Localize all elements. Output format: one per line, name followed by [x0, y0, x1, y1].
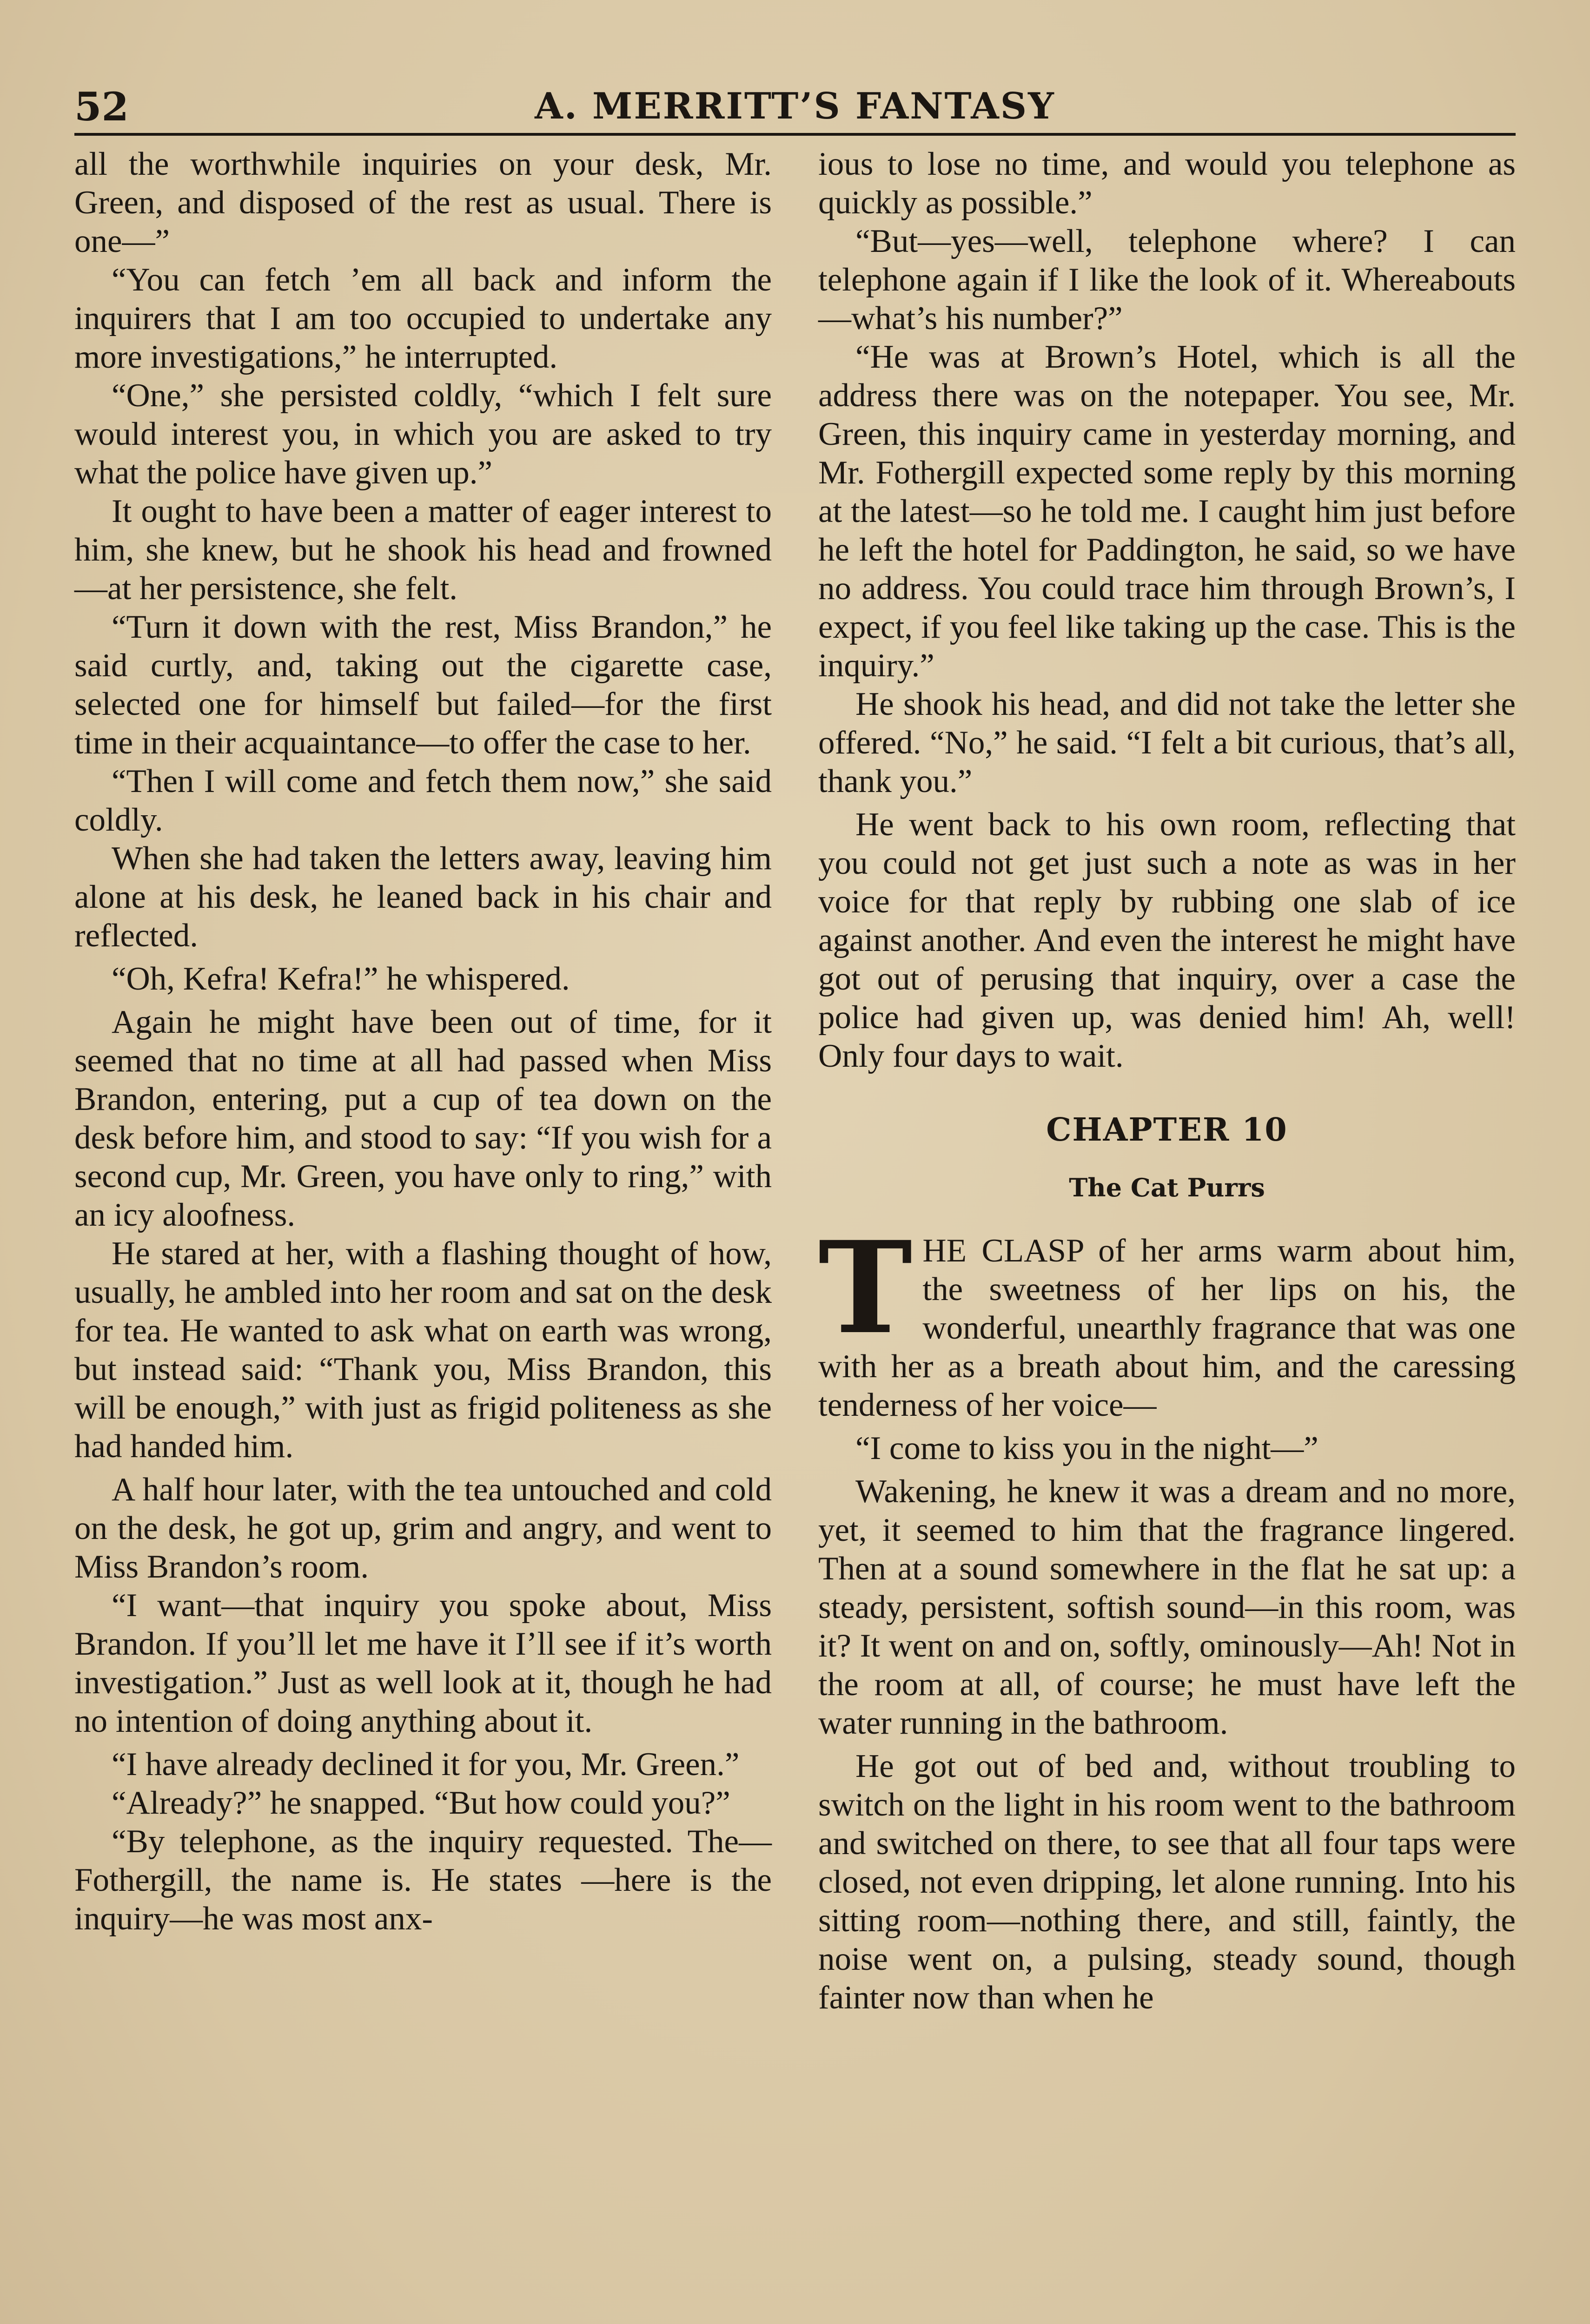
running-title: A. MERRITT’S FANTASY: [535, 85, 1055, 127]
page-number: 52: [74, 84, 129, 130]
paragraph: He shook his head, and did not take the letter she offered. “No,” he said. “I felt a bit curious, that’s all, thank you.”: [818, 686, 1516, 799]
left-column: [74, 145, 772, 2017]
chapter-opening-paragraph: [818, 1214, 1516, 1425]
paragraph: “I have already declined it for you, Mr. Green.”: [112, 1746, 740, 1783]
paragraph: “But—yes—well, telephone where? I can telephone again if I like the look of it. Whereabouts—what’s his number?”: [818, 223, 1516, 337]
paragraph: “Then I will come and fetch them now,” she said coldly.: [74, 763, 772, 838]
text-columns: [74, 145, 1516, 2017]
paragraph: He went back to his own room, reflecting that you could not get just such a note as was in her voice for that reply by rubbing one slab of ice against another. And even the interest he might have got out of perusing that inquiry, over a case the police had given up, was denied him! Ah, well! Only four days to wait.: [818, 806, 1516, 1074]
header-rule: [74, 133, 1516, 136]
opening-text: HE CLASP of her arms warm about him, the sweetness of her lips on his, the wonderful, unearthly fragrance that was one with her as a breath about him, and the caressing tenderness of her voice—: [818, 1233, 1516, 1423]
paragraph: “He was at Brown’s Hotel, which is all the address there was on the notepaper. You see, Mr. Green, this inquiry came in yesterday morning, and Mr. Fothergill expected some reply by this morning at the latest—so he told me. I caught him just before he left the hotel for Paddington, he said, so we have no address. You could trace him through Brown’s, I expect, if you feel like taking up the case. This is the inquiry.”: [818, 339, 1516, 684]
paragraph: “I come to kiss you in the night—”: [855, 1430, 1318, 1466]
right-column: [818, 145, 1516, 2017]
paragraph: Again he might have been out of time, for it seemed that no time at all had passed when Miss Brandon, entering, put a cup of tea down on the desk before him, and stood to say: “If you wish for a second cup, Mr. Green, you have only to ring,” with an icy aloofness.: [74, 1004, 772, 1233]
paragraph: “By telephone, as the inquiry requested. The—Fothergill, the name is. He states —here is the inquiry—he was most anx-: [74, 1823, 772, 1937]
paragraph: “Turn it down with the rest, Miss Brandon,” he said curtly, and, taking out the cigarette case, selected one for himself but failed—for the first time in their acquaintance—to offer the case to her.: [74, 609, 772, 761]
page-header: [74, 79, 1516, 135]
chapter-subtitle: The Cat Purrs: [1069, 1173, 1265, 1202]
paragraph: “You can fetch ’em all back and inform the inquirers that I am too occupied to undertake any more investigations,” he interrupted.: [74, 262, 772, 375]
paragraph: He got out of bed and, without troubling to switch on the light in his room went to the bathroom and switched on there, to see that all four taps were closed, not even dripping, let alone running. Into his sitting room—nothing there, and still, faintly, the noise went on, a pulsing, steady sound, though fainter now than when he: [818, 1748, 1516, 2016]
paragraph: all the worthwhile inquiries on your desk, Mr. Green, and disposed of the rest as usual. There is one—”: [74, 146, 772, 259]
paragraph: When she had taken the letters away, leaving him alone at his desk, he leaned back in his chair and reflected.: [74, 840, 772, 954]
paragraph: He stared at her, with a flashing thought of how, usually, he ambled into her room and sat on the desk for tea. He wanted to ask what on earth was wrong, but instead said: “Thank you, Miss Brandon, this will be enough,” with just as frigid politeness as she had handed him.: [74, 1235, 772, 1465]
paragraph: “I want—that inquiry you spoke about, Miss Brandon. If you’ll let me have it I’ll see if it’s worth investigation.” Just as well look at it, though he had no intention of doing anything about it.: [74, 1587, 772, 1739]
paragraph: It ought to have been a matter of eager interest to him, she knew, but he shook his head and frowned—at her persistence, she felt.: [74, 493, 772, 607]
paragraph: Wakening, he knew it was a dream and no more, yet, it seemed to him that the fragrance lingered. Then at a sound somewhere in the flat he sat up: a steady, persistent, softish sound—in this room, was it? It went on and on, softly, ominously—Ah! Not in the room at all, of course; he must have left the water running in the bathroom.: [818, 1473, 1516, 1741]
paragraph: “Already?” he snapped. “But how could you?”: [112, 1785, 730, 1821]
paragraph: “Oh, Kefra! Kefra!” he whispered.: [112, 961, 570, 997]
chapter-heading: CHAPTER 10: [1046, 1111, 1288, 1149]
drop-cap: T: [818, 1214, 913, 1362]
paragraph: ious to lose no time, and would you telephone as quickly as possible.”: [818, 146, 1516, 221]
paragraph: A half hour later, with the tea untouched and cold on the desk, he got up, grim and angry, and went to Miss Brandon’s room.: [74, 1472, 772, 1585]
paragraph: “One,” she persisted coldly, “which I felt sure would interest you, in which you are asked to try what the police have given up.”: [74, 377, 772, 491]
